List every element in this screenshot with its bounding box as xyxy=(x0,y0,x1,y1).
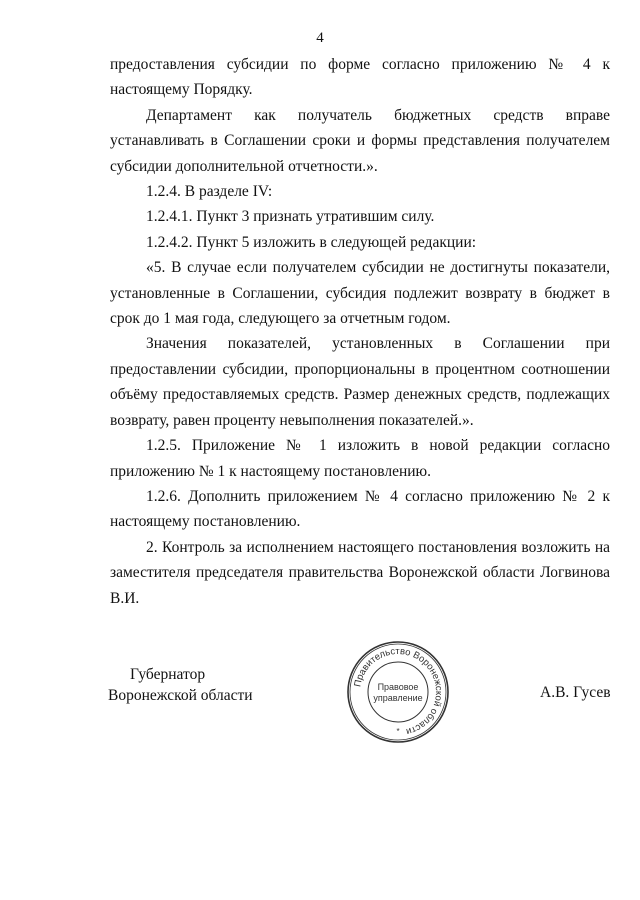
document-body xyxy=(110,52,610,611)
paragraph-10: 2. Контроль за исполнением настоящего постановления возложить на заместителя председателя правительства Воронежской области Логвинова В.И. xyxy=(110,538,610,607)
paragraph-2: Департамент как получатель бюджетных средств вправе устанавливать в Соглашении сроки и формы представления получателем субсидии дополнительной отчетности.». xyxy=(110,106,610,175)
stamp-star: * xyxy=(396,727,400,736)
stamp-seal-graphic xyxy=(346,640,450,744)
signatory-position xyxy=(108,664,253,706)
signatory-region: Воронежской области xyxy=(108,687,253,704)
stamp-center-line2: управление xyxy=(373,693,423,703)
stamp-ring-text: Правительство Воронежской области xyxy=(352,645,445,738)
paragraph-8: 1.2.5. Приложение № 1 изложить в новой редакции согласно приложению № 1 к настоящему постановлению. xyxy=(110,437,610,480)
paragraph-4: 1.2.4.1. Пункт 3 признать утратившим силу. xyxy=(146,208,435,226)
paragraph-9: 1.2.6. Дополнить приложением № 4 согласно приложению № 2 к настоящему постановлению. xyxy=(110,487,610,531)
stamp-center-line1: Правовое xyxy=(377,682,419,692)
page-number: 4 xyxy=(316,30,324,46)
paragraph-5: 1.2.4.2. Пункт 5 изложить в следующей редакции: xyxy=(146,233,477,251)
signatory-title: Губернатор xyxy=(130,666,206,683)
paragraph-1: предоставления субсидии по форме согласно приложению № 4 к настоящему Порядку. xyxy=(110,56,610,99)
paragraph-7: Значения показателей, установленных в Соглашении при предоставлении субсидии, пропорциональны в процентном соотношении объёму предоставляемых средств. Размер денежных средств, подлежащих возврату, равен проценту невыполнения показателей.». xyxy=(110,335,610,429)
signatory-name: А.В. Гусев xyxy=(540,684,611,701)
paragraph-3: 1.2.4. В разделе IV: xyxy=(146,183,273,201)
paragraph-6: «5. В случае если получателем субсидии не достигнуты показатели, установленные в Соглашении, субсидия подлежит возврату в бюджет в срок до 1 мая года, следующего за отчетным годом. xyxy=(110,259,610,328)
official-stamp xyxy=(346,640,450,744)
